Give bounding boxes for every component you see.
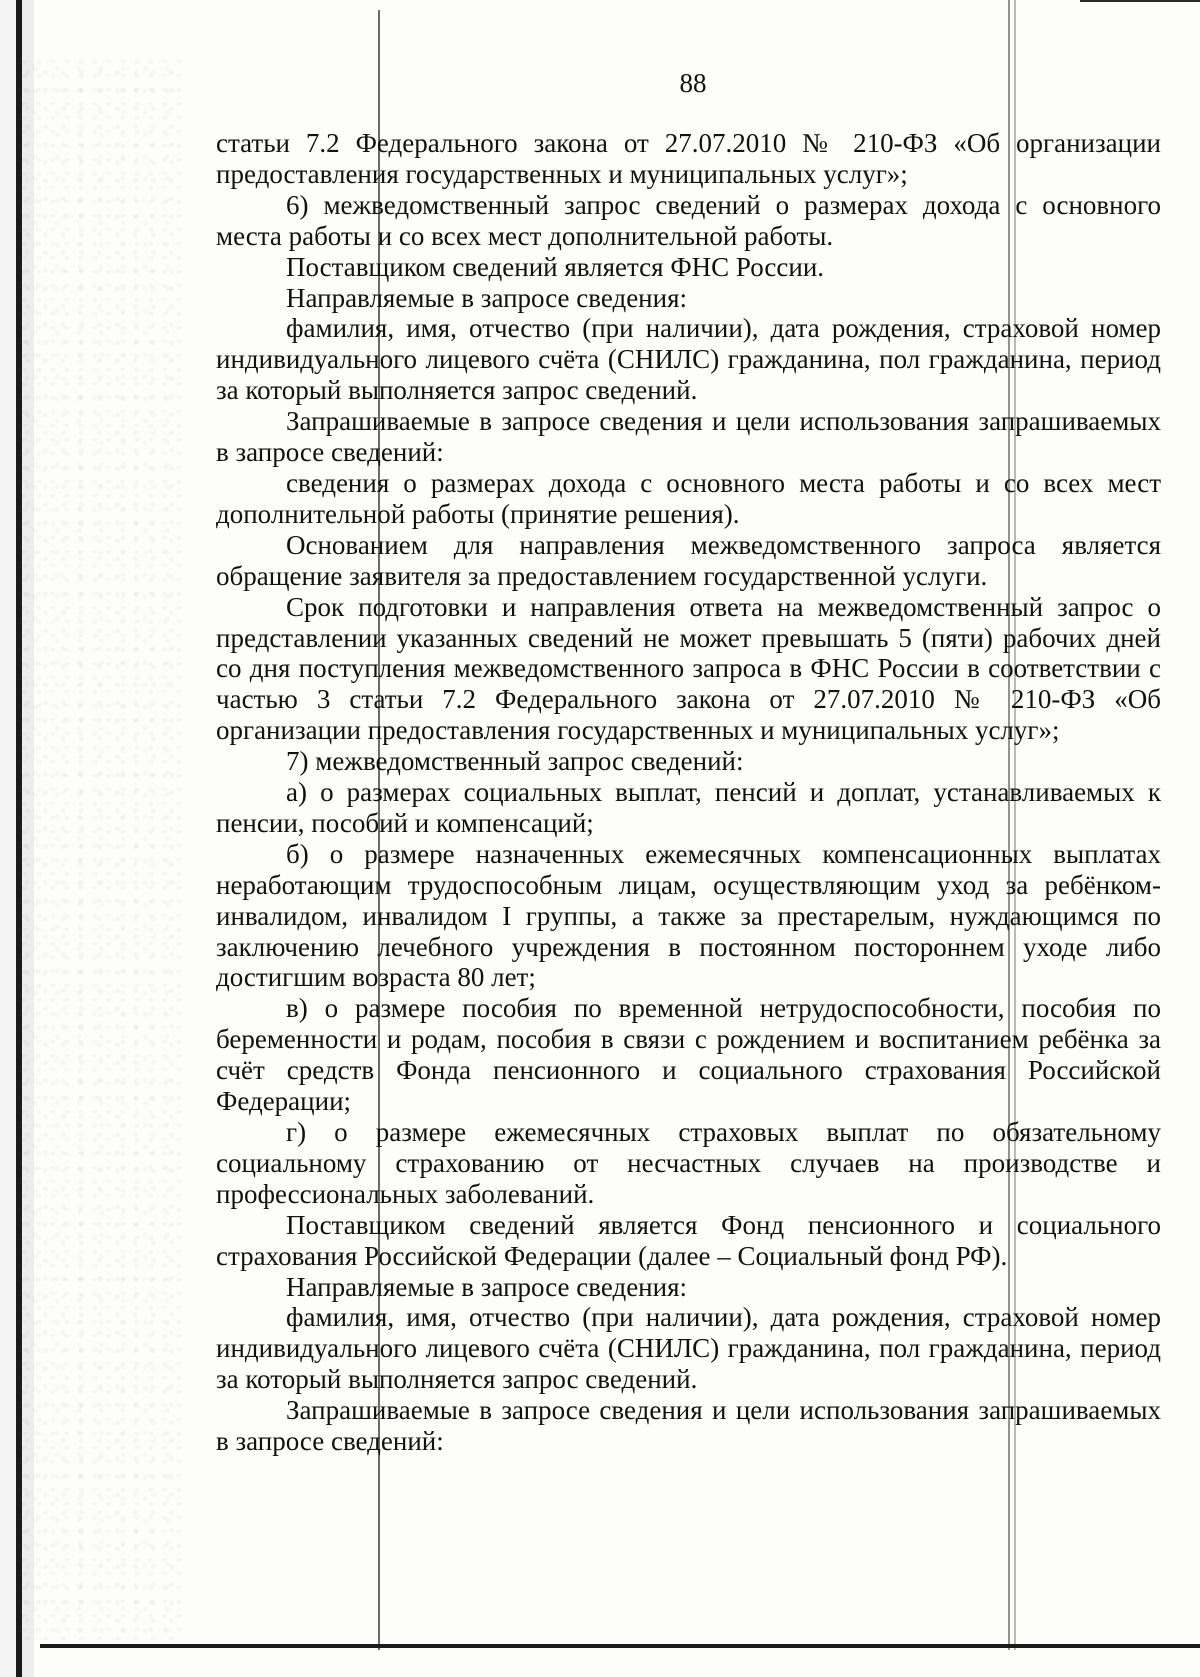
paragraph-item-7g: г) о размере ежемесячных страховых выплат по обязательному социальному страхованию от несчастных случаев на производстве и профессиональных заболеваний. [216,1117,1161,1209]
paragraph-item-7v: в) о размере пособия по временной нетрудоспособности, пособия по беременности и родам, пособия в связи с рождением и воспитанием ребёнка за счёт средств Фонда пенсионного и социального страхования Российской Федерации; [216,993,1161,1117]
paragraph-requested-data-heading-2: Запрашиваемые в запросе сведения и цели использования запрашиваемых в запросе сведений: [216,1395,1161,1457]
paragraph-sent-data: фамилия, имя, отчество (при наличии), дата рождения, страховой номер индивидуального лицевого счёта (СНИЛС) гражданина, пол гражданина, период за который выполняется запрос сведений. [216,313,1161,406]
paragraph-item-7a: а) о размерах социальных выплат, пенсий и доплат, устанавливаемых к пенсии, пособий и компенсаций; [216,777,1161,838]
paragraph-supplier-sfr: Поставщиком сведений является Фонд пенсионного и социального страхования Российской Федерации (далее – Социальный фонд РФ). [216,1209,1161,1271]
paragraph-item-7: 7) межведомственный запрос сведений: [286,746,744,777]
page-number: 88 [679,68,707,98]
paragraph-sent-data-heading-2: Направляемые в запросе сведения: [286,1271,687,1302]
paragraph-sent-data-2: фамилия, имя, отчество (при наличии), дата рождения, страховой номер индивидуального лицевого счёта (СНИЛС) гражданина, пол гражданина, период за который выполняется запрос сведений. [216,1302,1161,1395]
scan-noise [22,60,182,1640]
paragraph-deadline: Срок подготовки и направления ответа на межведомственный запрос о представлении указанных сведений не может превышать 5 (пяти) рабочих дней со дня поступления межведомственного запроса в ФНС России в соответствии с частью 3 статьи 7.2 Федерального закона от 27.07.2010 № 210-ФЗ «Об организации предоставления государственных и муниципальных услуг»; [216,591,1161,746]
scan-top-rule [1080,0,1200,2]
paragraph-requested-data: сведения о размерах дохода с основного места работы и со всех мест дополнительной работы (принятие решения). [216,467,1161,529]
paragraph-requested-data-heading: Запрашиваемые в запросе сведения и цели использования запрашиваемых в запросе сведений: [216,406,1161,468]
document-body [216,128,1161,1457]
paragraph-basis: Основанием для направления межведомственного запроса является обращение заявителя за предоставлением государственной услуги. [216,529,1161,591]
paragraph-supplier: Поставщиком сведений является ФНС России. [286,251,825,282]
paragraph-continuation: статьи 7.2 Федерального закона от 27.07.2010 № 210-ФЗ «Об организации предоставления государственных и муниципальных услуг»; [216,128,1161,189]
paragraph-item-6: 6) межведомственный запрос сведений о размерах дохода с основного места работы и со всех мест дополнительной работы. [216,189,1161,251]
paragraph-sent-data-heading: Направляемые в запросе сведения: [286,282,687,313]
paragraph-item-7b: б) о размере назначенных ежемесячных компенсационных выплатах неработающим трудоспособным лицам, осуществляющим уход за ребёнком-инвалидом, инвалидом I группы, а также за престарелым, нуждающимся по заключению лечебного учреждения в постоянном постороннем уходе либо достигшим возраста 80 лет; [216,838,1161,993]
scan-bottom-rule [40,1644,1200,1648]
